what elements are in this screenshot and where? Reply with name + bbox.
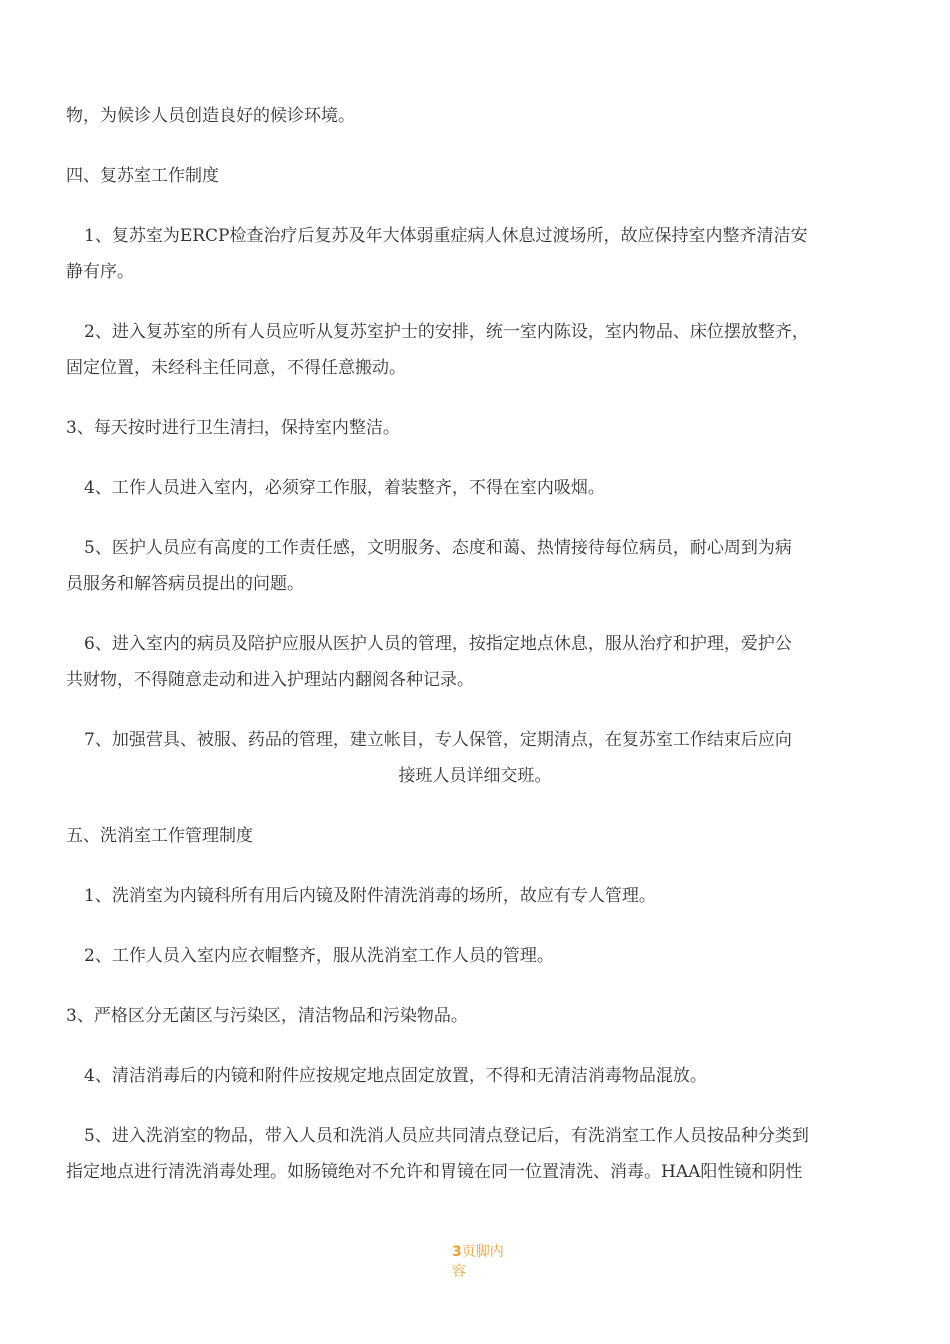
page-number: 3 bbox=[452, 1244, 462, 1260]
text-line: 指定地点进行清洗消毒处理。如肠镜绝对不允许和胃镜在同一位置清洗、消毒。HAA阳性镜和阴性 bbox=[66, 1162, 803, 1182]
text-line: 5、医护人员应有高度的工作责任感，文明服务、态度和蔼、热情接待每位病员，耐心周到为病 bbox=[84, 538, 792, 558]
text-line: 2、进入复苏室的所有人员应听从复苏室护士的安排，统一室内陈设，室内物品、床位摆放整齐， bbox=[84, 322, 809, 342]
text-line: 4、工作人员进入室内，必须穿工作服，着装整齐，不得在室内吸烟。 bbox=[84, 478, 605, 498]
footer-text: 页脚内 bbox=[461, 1244, 504, 1260]
text-line-centered: 接班人员详细交班。 bbox=[398, 766, 552, 786]
page-footer bbox=[452, 1242, 522, 1282]
text-line: 5、进入洗消室的物品，带入人员和洗消人员应共同清点登记后，有洗消室工作人员按品种分类到 bbox=[84, 1126, 809, 1146]
text-line: 4、清洁消毒后的内镜和附件应按规定地点固定放置，不得和无清洁消毒物品混放。 bbox=[84, 1066, 707, 1086]
text-line: 3、每天按时进行卫生清扫，保持室内整洁。 bbox=[66, 418, 400, 438]
text-line: 3、严格区分无菌区与污染区，清洁物品和污染物品。 bbox=[66, 1006, 468, 1026]
section-heading: 五、洗消室工作管理制度 bbox=[66, 826, 253, 846]
footer-text: 容 bbox=[452, 1264, 466, 1280]
text-line: 固定位置，未经科主任同意，不得任意搬动。 bbox=[66, 358, 406, 378]
text-line: 员服务和解答病员提出的问题。 bbox=[66, 574, 304, 594]
footer-line-2 bbox=[452, 1262, 522, 1282]
text-line: 6、进入室内的病员及陪护应服从医护人员的管理，按指定地点休息，服从治疗和护理，爱护公 bbox=[84, 634, 792, 654]
section-heading: 四、复苏室工作制度 bbox=[66, 166, 219, 186]
text-line: 共财物，不得随意走动和进入护理站内翻阅各种记录。 bbox=[66, 670, 474, 690]
text-line: 2、工作人员入室内应衣帽整齐，服从洗消室工作人员的管理。 bbox=[84, 946, 554, 966]
text-line: 物，为候诊人员创造良好的候诊环境。 bbox=[66, 106, 355, 126]
text-line: 7、加强营具、被服、药品的管理，建立帐目，专人保管，定期清点，在复苏室工作结束后应向 bbox=[84, 730, 792, 750]
text-line: 静有序。 bbox=[66, 262, 134, 282]
text-line: 1、洗消室为内镜科所有用后内镜及附件清洗消毒的场所，故应有专人管理。 bbox=[84, 886, 656, 906]
footer-line-1 bbox=[452, 1242, 522, 1262]
text-line: 1、复苏室为ERCP检查治疗后复苏及年大体弱重症病人休息过渡场所，故应保持室内整齐清洁安 bbox=[84, 226, 808, 246]
